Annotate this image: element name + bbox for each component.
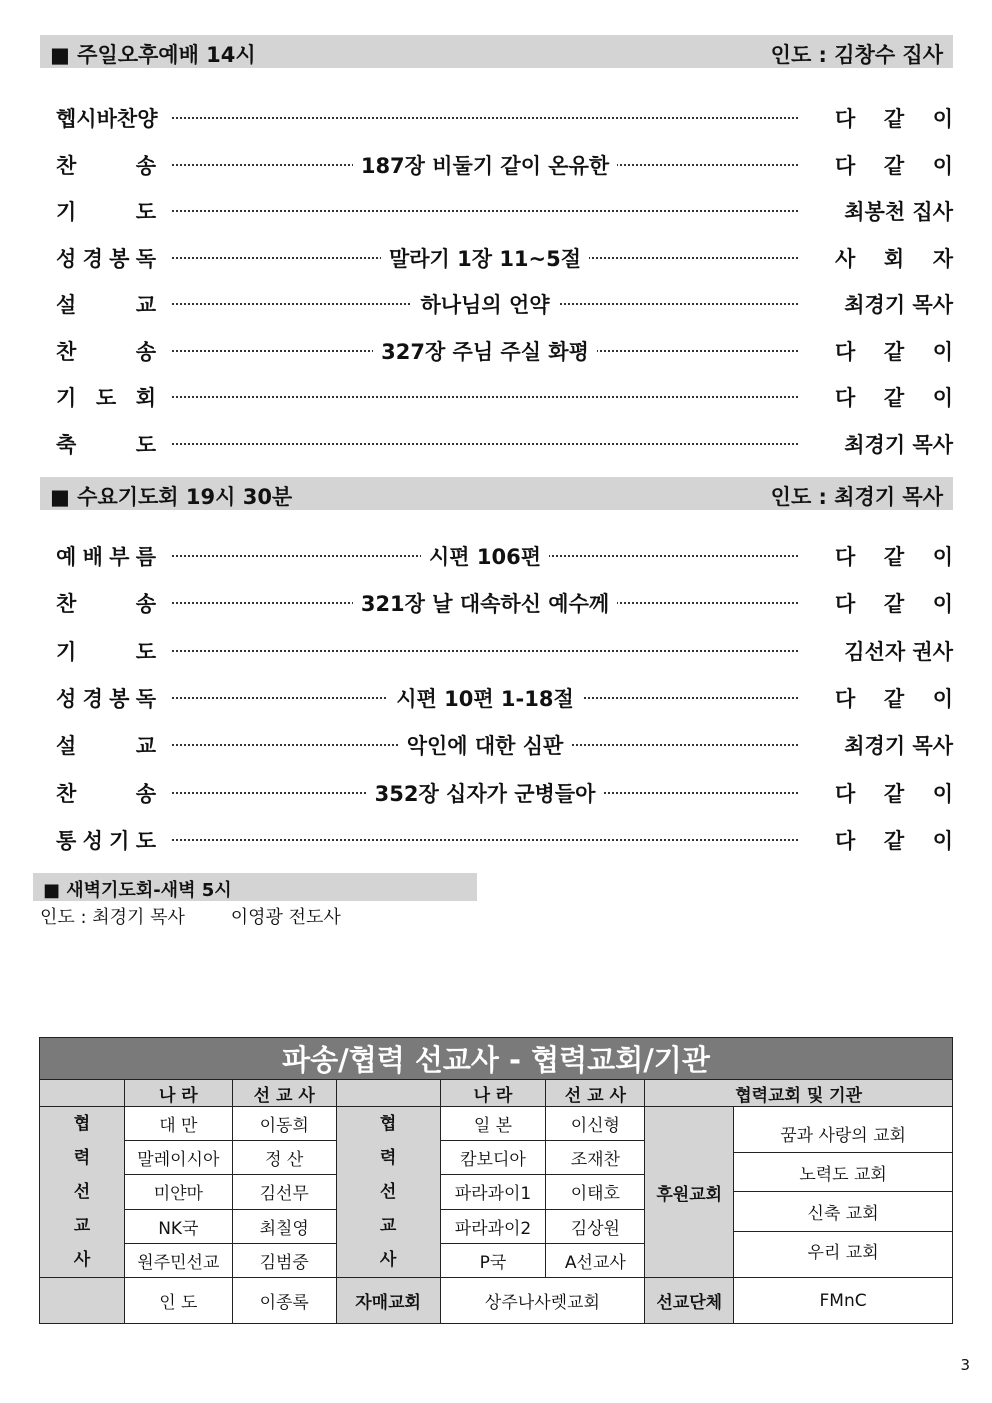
org-name: FMnC: [734, 1278, 953, 1324]
missions-title: 파송/협력 선교사 - 협력교회/기관: [40, 1038, 953, 1080]
order-label-char: 도: [135, 432, 156, 457]
order-label-char: 축: [56, 432, 77, 457]
order-label-char: 름: [135, 545, 156, 569]
order-content-text: 321장 날 대속하신 예수께: [353, 592, 617, 616]
order-label-char: 도: [135, 639, 156, 664]
afternoon-row: [56, 101, 953, 131]
order-content: [172, 730, 798, 760]
header-missionary: 선 교 사: [232, 1080, 336, 1107]
order-person-text: 같: [883, 781, 905, 806]
order-content-text: 352장 십자가 군병들아: [367, 782, 604, 806]
order-label: [56, 243, 156, 273]
dawn-title: ■ 새벽기도회-새벽 5시: [43, 880, 232, 901]
wednesday-row: [56, 539, 953, 569]
mid-country: 캄보디아: [440, 1141, 546, 1175]
afternoon-row: [56, 194, 953, 224]
order-content: [172, 683, 798, 713]
order-label-char: 부: [109, 545, 130, 569]
dotted-leader: [172, 396, 798, 398]
wednesday-row: [56, 681, 953, 711]
order-content: [172, 336, 798, 366]
church-item: 우리 교회: [807, 1243, 879, 1264]
order-label-char: 성: [82, 828, 103, 853]
dawn-assistant: 이영광 전도사: [230, 907, 341, 928]
order-person-text: 최경기 목사: [844, 293, 953, 317]
afternoon-row: [56, 380, 953, 410]
order-person: [835, 429, 953, 459]
lead-label: 인 도: [124, 1278, 232, 1324]
lead-name: 이종록: [232, 1278, 336, 1324]
order-person-text: 다: [835, 545, 856, 569]
dotted-leader: [172, 210, 798, 212]
order-content: [172, 778, 798, 808]
order-content-text: 시편 10편 1-18절: [388, 687, 582, 711]
order-person: [835, 636, 953, 666]
order-person: [835, 243, 953, 273]
mid-country: 파라과이2: [440, 1209, 546, 1243]
order-person-text: 같: [883, 828, 905, 853]
wednesday-row: [56, 586, 953, 616]
order-label-char: 송: [135, 339, 156, 364]
order-person-text: 같: [883, 153, 905, 178]
order-label-char: 도: [135, 828, 156, 853]
church-item: 신축 교회: [734, 1192, 952, 1231]
order-label-char: 찬: [56, 592, 77, 617]
order-label-char: 송: [135, 781, 156, 806]
sister-label: 자매교회: [336, 1278, 440, 1324]
order-person-text: 같: [883, 386, 905, 410]
dawn-section-header: [33, 873, 477, 901]
order-person: [835, 730, 953, 760]
order-label-char: 찬: [56, 339, 77, 364]
dotted-leader: [172, 839, 798, 841]
order-person: [835, 150, 953, 180]
order-person-text: 다: [835, 153, 856, 178]
order-label-char: 봉: [109, 246, 130, 271]
order-person: [835, 588, 953, 618]
order-label-char: 기: [56, 200, 77, 224]
order-person-text: 자: [932, 246, 953, 271]
order-label-char: 도: [135, 200, 156, 224]
church-list: [734, 1107, 953, 1278]
left-missionary: 김범중: [232, 1243, 336, 1277]
order-label-char: 설: [56, 293, 77, 317]
org-label: 선교단체: [645, 1278, 734, 1324]
mid-missionary: 이태호: [546, 1175, 645, 1209]
header-blank: [40, 1080, 125, 1107]
order-label-char: 기: [56, 386, 77, 410]
order-person: [835, 683, 953, 713]
order-person-text: 이: [932, 545, 953, 569]
church-item: 노력도 교회: [734, 1153, 952, 1192]
order-label-char: 송: [135, 153, 156, 178]
mission-row: [40, 1107, 953, 1141]
mid-missionary: 김상원: [546, 1209, 645, 1243]
order-label-char: 교: [135, 293, 156, 317]
order-person-text: 같: [883, 686, 905, 711]
left-country: NK국: [124, 1209, 232, 1243]
missions-table: [39, 1037, 953, 1324]
order-label: [56, 778, 156, 808]
order-person-text: 이: [932, 339, 953, 364]
order-content: [172, 541, 798, 571]
order-person-text: 다: [835, 781, 856, 806]
wednesday-row: [56, 728, 953, 758]
mid-country: 일 본: [440, 1107, 546, 1141]
dotted-leader: [172, 117, 798, 119]
afternoon-row: [56, 287, 953, 317]
order-label-char: 찬: [56, 153, 77, 178]
order-label-char: 통: [56, 828, 77, 853]
order-label: [56, 429, 156, 459]
order-person: [835, 541, 953, 571]
afternoon-row: [56, 334, 953, 364]
order-person: [835, 336, 953, 366]
order-person-text: 이: [932, 781, 953, 806]
afternoon-section-header: [40, 35, 953, 68]
order-label: [56, 103, 156, 133]
order-content: [172, 243, 798, 273]
order-label-char: 도: [95, 386, 117, 410]
wednesday-leader: 인도 : 최경기 목사: [770, 485, 943, 509]
order-person-text: 같: [883, 592, 905, 617]
order-label: [56, 336, 156, 366]
order-person-text: 같: [883, 545, 905, 569]
left-country: 미얀마: [124, 1175, 232, 1209]
order-label: [56, 541, 156, 571]
order-person-text: 최경기 목사: [844, 432, 953, 457]
order-person-text: 같: [883, 339, 905, 364]
mid-missionary: 이신형: [546, 1107, 645, 1141]
church-item: 꿈과 사랑의 교회: [734, 1115, 952, 1153]
wednesday-row: [56, 776, 953, 806]
order-person-text: 이: [932, 828, 953, 853]
order-person: [835, 382, 953, 412]
order-label: [56, 289, 156, 319]
order-label: [56, 382, 156, 412]
order-label-char: 독: [135, 246, 156, 271]
dotted-leader: [172, 443, 798, 445]
afternoon-row: [56, 241, 953, 271]
support-label: 후원교회: [645, 1107, 734, 1278]
order-content-text: 187장 비둘기 같이 온유한: [353, 154, 617, 178]
dawn-leaders: [40, 903, 381, 929]
order-person: [835, 196, 953, 226]
order-person-text: 회: [883, 246, 905, 271]
order-content: [172, 150, 798, 180]
order-label-char: 성: [56, 246, 77, 271]
order-label-char: 독: [135, 686, 156, 711]
left-missionary: 김선무: [232, 1175, 336, 1209]
order-label-char: 회: [135, 386, 156, 410]
order-person: [835, 825, 953, 855]
order-content-text: 시편 106편: [421, 545, 549, 569]
order-label-char: 기: [56, 639, 77, 664]
order-label: [56, 150, 156, 180]
order-person-text: 사: [835, 246, 856, 271]
order-person-text: 같: [883, 107, 905, 131]
order-label-char: 기: [109, 828, 130, 853]
order-person-text: 최경기 목사: [844, 734, 953, 759]
left-missionary: 이동희: [232, 1107, 336, 1141]
left-missionary: 최칠영: [232, 1209, 336, 1243]
afternoon-title: ■ 주일오후예배 14시: [50, 43, 256, 67]
order-content: [172, 588, 798, 618]
order-person-text: 이: [932, 107, 953, 131]
order-person-text: 최봉천 집사: [844, 200, 953, 224]
order-label-char: 시: [76, 107, 97, 131]
order-person: [835, 289, 953, 319]
afternoon-row: [56, 427, 953, 457]
order-content-text: 327장 주님 주실 화평: [373, 340, 597, 364]
order-label: [56, 588, 156, 618]
order-label-char: 양: [137, 107, 158, 131]
dotted-leader: [172, 650, 798, 652]
order-label-char: 봉: [109, 686, 130, 711]
page-number: 3: [960, 1356, 970, 1374]
order-person: [835, 103, 953, 133]
dawn-leader: 인도 : 최경기 목사: [40, 907, 185, 928]
header-country: 나 라: [124, 1080, 232, 1107]
order-label-char: 경: [82, 246, 103, 271]
wednesday-title: ■ 수요기도회 19시 30분: [50, 485, 293, 509]
left-country: 원주민선교: [124, 1243, 232, 1277]
sister-name: 상주나사렛교회: [440, 1278, 645, 1324]
header-partners: 협력교회 및 기관: [645, 1080, 953, 1107]
order-person-text: 이: [932, 592, 953, 617]
order-label-char: 송: [135, 592, 156, 617]
order-content: [172, 289, 798, 319]
order-label-char: 바: [96, 107, 117, 131]
left-missionary: 정 산: [232, 1141, 336, 1175]
order-person-text: 다: [835, 686, 856, 711]
mid-country: P국: [440, 1243, 546, 1277]
mid-missionary: 조재찬: [546, 1141, 645, 1175]
order-person-text: 이: [932, 386, 953, 410]
order-label-char: 성: [56, 686, 77, 711]
order-label-char: 설: [56, 734, 77, 759]
header-missionary: 선 교 사: [546, 1080, 645, 1107]
order-person-text: 다: [835, 386, 856, 410]
order-content-text: 악인에 대한 심판: [399, 734, 572, 758]
order-person-text: 이: [932, 686, 953, 711]
order-label-char: 찬: [116, 107, 138, 131]
afternoon-row: [56, 148, 953, 178]
left-country: 대 만: [124, 1107, 232, 1141]
order-label-char: 예: [56, 545, 77, 569]
order-person-text: 다: [835, 107, 856, 131]
order-person-text: 이: [932, 153, 953, 178]
mid-country: 파라과이1: [440, 1175, 546, 1209]
order-label: [56, 683, 156, 713]
order-label-char: 배: [82, 545, 103, 569]
order-label: [56, 636, 156, 666]
order-label: [56, 825, 156, 855]
wednesday-row: [56, 823, 953, 853]
order-person: [835, 778, 953, 808]
order-label: [56, 196, 156, 226]
order-person-text: 다: [835, 828, 856, 853]
wednesday-section-header: [40, 477, 953, 510]
header-country: 나 라: [440, 1080, 546, 1107]
order-content-text: 말라기 1장 11~5절: [381, 247, 589, 271]
wednesday-row: [56, 634, 953, 664]
header-blank: [336, 1080, 440, 1107]
order-content-text: 하나님의 언약: [412, 293, 557, 317]
mid-missionary: A선교사: [546, 1243, 645, 1277]
left-country: 말레이시아: [124, 1141, 232, 1175]
left-group-label: 협 력 선 교 사: [40, 1107, 125, 1278]
order-person-text: 다: [835, 339, 856, 364]
order-label-char: 교: [135, 734, 156, 759]
order-person-text: 다: [835, 592, 856, 617]
order-person-text: 김선자 권사: [844, 639, 953, 664]
afternoon-leader: 인도 : 김창수 집사: [770, 43, 943, 67]
order-label: [56, 730, 156, 760]
footer-blank: [40, 1278, 125, 1324]
order-label-char: 찬: [56, 781, 77, 806]
mid-group-label: 협 력 선 교 사: [336, 1107, 440, 1278]
order-label-char: 경: [82, 686, 103, 711]
order-label-char: 헵: [56, 107, 77, 131]
